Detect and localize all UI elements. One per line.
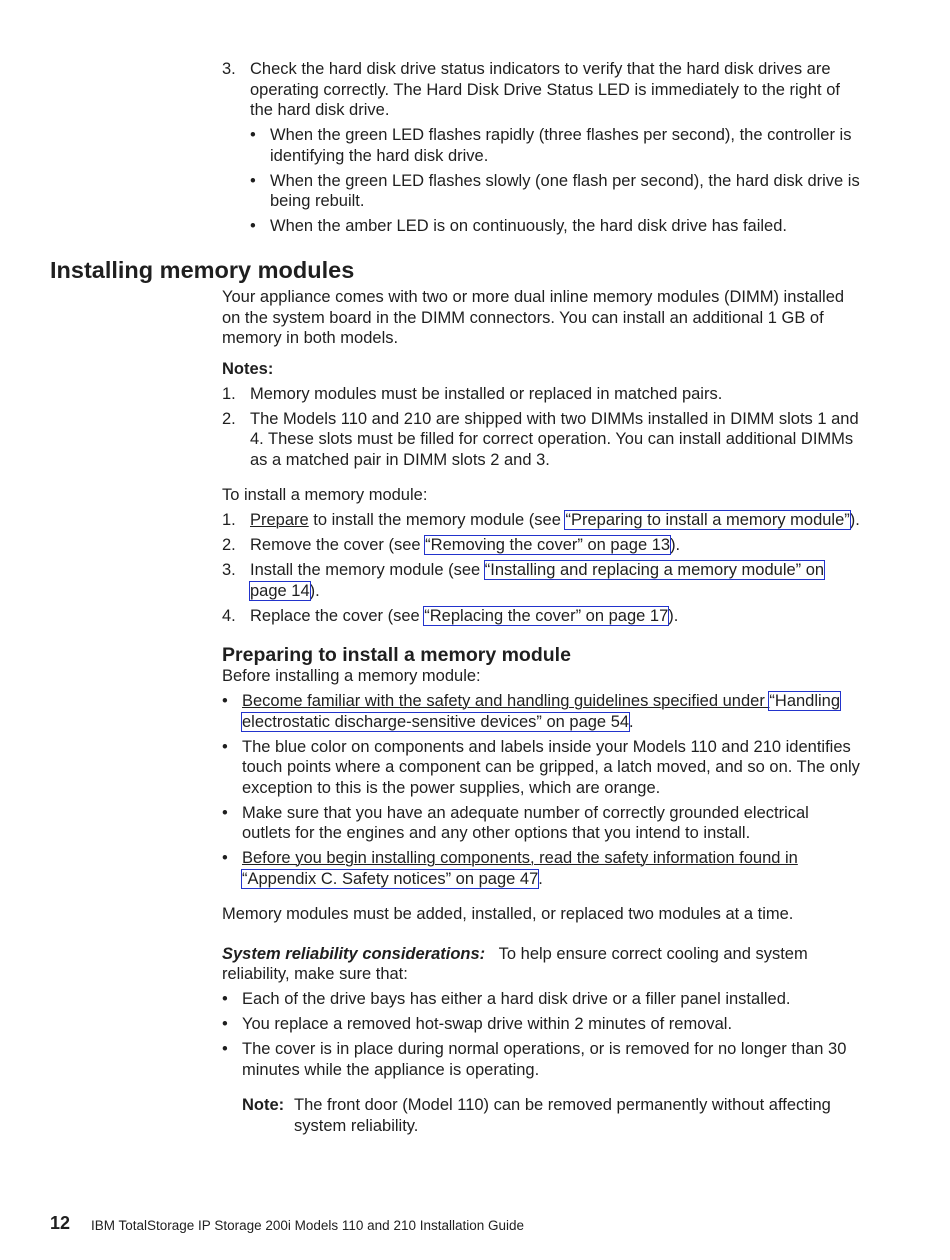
bullet-icon: • — [250, 217, 256, 235]
step-text-pre: Install the memory module (see — [250, 561, 485, 579]
list-item — [222, 737, 862, 799]
step-text-pre: Remove the cover (see — [250, 536, 426, 554]
step-number: 3. — [222, 561, 236, 579]
step-text-pre: Replace the cover (see — [250, 606, 425, 625]
subsection-intro: Before installing a memory module: — [222, 667, 481, 685]
step-text-mid: to install the memory module (see — [308, 511, 566, 529]
note-number: 1. — [222, 384, 236, 403]
procedure-step — [222, 560, 862, 601]
step-text-post: ). — [849, 511, 860, 529]
note-text: Memory modules must be installed or replaced in matched pairs. — [250, 384, 723, 403]
note-text: The Models 110 and 210 are shipped with two DIMMs installed in DIMM slots 1 and 4. These slots must be filled for correct operation. You can install additional DIMMs as a matched pair in DIMM slots 2 and 3. — [250, 409, 859, 469]
list-item — [222, 1014, 862, 1035]
reliability-paragraph — [222, 944, 862, 985]
list-item-text: The blue color on components and labels inside your Models 110 and 210 identifies touch points where a component can be gripped, a latch moved, and so on. The only exception to this is the power supplies, which are orange. — [242, 737, 860, 797]
note-text: The front door (Model 110) can be removed permanently without affecting system reliability. — [294, 1096, 831, 1135]
list-item — [222, 384, 862, 405]
step-number: 4. — [222, 606, 236, 625]
list-item-text: Make sure that you have an adequate number of correctly grounded electrical outlets for the engines and any other options that you intend to install. — [242, 803, 809, 842]
bullet-icon: • — [222, 1040, 228, 1058]
intro-step — [222, 59, 862, 241]
list-item — [250, 216, 862, 237]
procedure-step — [222, 535, 862, 556]
list-item-text: When the amber LED is on continuously, the hard disk drive has failed. — [270, 217, 787, 235]
footer-title: IBM TotalStorage IP Storage 200i Models 110 and 210 Installation Guide — [91, 1218, 525, 1233]
list-item — [222, 691, 862, 732]
safety-notices-link[interactable]: “Appendix C. Safety notices” on page 47 — [242, 869, 539, 888]
step-text — [250, 535, 862, 556]
list-item — [222, 989, 862, 1010]
led-status-list — [250, 125, 862, 237]
list-item — [250, 125, 862, 166]
note-label: Note: — [242, 1096, 285, 1114]
reliability-label: System reliability considerations: — [222, 944, 486, 963]
prepare-link-text[interactable]: Prepare — [250, 511, 309, 529]
intro-step-item — [222, 59, 862, 237]
list-item — [222, 1039, 862, 1080]
list-item — [250, 171, 862, 212]
list-item-text: Become familiar with the safety and handling guidelines specified under — [242, 692, 770, 710]
section-intro: Your appliance comes with two or more dual inline memory modules (DIMM) installed on the system board in the DIMM connectors. You can install an additional 1 GB of memory in both models. — [222, 288, 845, 347]
removing-cover-link[interactable]: “Removing the cover” on page 13 — [425, 536, 671, 554]
preparation-list — [222, 691, 862, 889]
bullet-icon: • — [250, 171, 256, 190]
esd-handling-link[interactable]: “Handling electrostatic discharge-sensitive devices” on page 54 — [242, 692, 841, 731]
notes-label: Notes: — [222, 359, 274, 378]
list-item-post: . — [538, 869, 543, 888]
list-item-text: Each of the drive bays has either a hard disk drive or a filler panel installed. — [242, 990, 791, 1008]
step-number: 3. — [222, 60, 236, 78]
bullet-icon: • — [222, 737, 228, 756]
list-item-text: When the green LED flashes rapidly (three flashes per second), the controller is identifying the hard disk drive. — [270, 126, 852, 165]
section-heading: Installing memory modules — [50, 257, 355, 283]
notes-list — [222, 384, 862, 471]
bullet-icon: • — [222, 849, 228, 867]
step-text-post: ). — [309, 581, 320, 600]
installing-memory-module-link[interactable]: “Installing and replacing a memory module” on page 14 — [250, 561, 825, 600]
list-item — [222, 409, 862, 471]
step-text — [250, 606, 862, 627]
step-text — [250, 510, 862, 531]
step-text — [250, 560, 862, 601]
reliability-list — [222, 989, 862, 1080]
step-text: Check the hard disk drive status indicators to verify that the hard disk drives are operating correctly. The Hard Disk Drive Status LED is immediately to the right of the hard disk drive. — [250, 60, 840, 119]
subsection-heading: Preparing to install a memory module — [222, 644, 571, 666]
step-text-post: ). — [668, 606, 679, 625]
bullet-icon: • — [222, 990, 228, 1008]
note-number: 2. — [222, 409, 236, 428]
list-item — [222, 803, 862, 844]
procedure-steps — [222, 510, 862, 626]
bullet-icon: • — [222, 1015, 228, 1033]
step-text-post: ). — [670, 536, 681, 554]
list-item — [222, 848, 862, 889]
reliability-text: To help ensure correct cooling and system reliability, make sure that: — [222, 944, 808, 983]
bullet-icon: • — [250, 126, 256, 144]
bullet-icon: • — [222, 803, 228, 822]
procedure-step — [222, 606, 862, 627]
replacing-cover-link[interactable]: “Replacing the cover” on page 17 — [424, 606, 669, 625]
list-item-text: When the green LED flashes slowly (one flash per second), the hard disk drive is being rebuilt. — [270, 171, 860, 210]
procedure-step — [222, 510, 862, 531]
preparing-memory-module-link[interactable]: “Preparing to install a memory module” — [565, 511, 850, 529]
note-block — [242, 1095, 862, 1136]
list-item-post: . — [629, 712, 634, 731]
list-item-text: The cover is in place during normal operations, or is removed for no longer than 30 minutes while the appliance is operating. — [242, 1040, 847, 1079]
procedure-intro: To install a memory module: — [222, 486, 428, 504]
page-number: 12 — [50, 1213, 71, 1233]
step-number: 2. — [222, 536, 236, 554]
step-number: 1. — [222, 511, 236, 529]
bullet-icon: • — [222, 692, 228, 710]
pairs-paragraph: Memory modules must be added, installed, or replaced two modules at a time. — [222, 905, 794, 923]
section-body — [222, 287, 862, 1136]
list-item-text: Before you begin installing components, read the safety information found in — [242, 849, 798, 867]
list-item-text: You replace a removed hot-swap drive within 2 minutes of removal. — [242, 1015, 733, 1033]
